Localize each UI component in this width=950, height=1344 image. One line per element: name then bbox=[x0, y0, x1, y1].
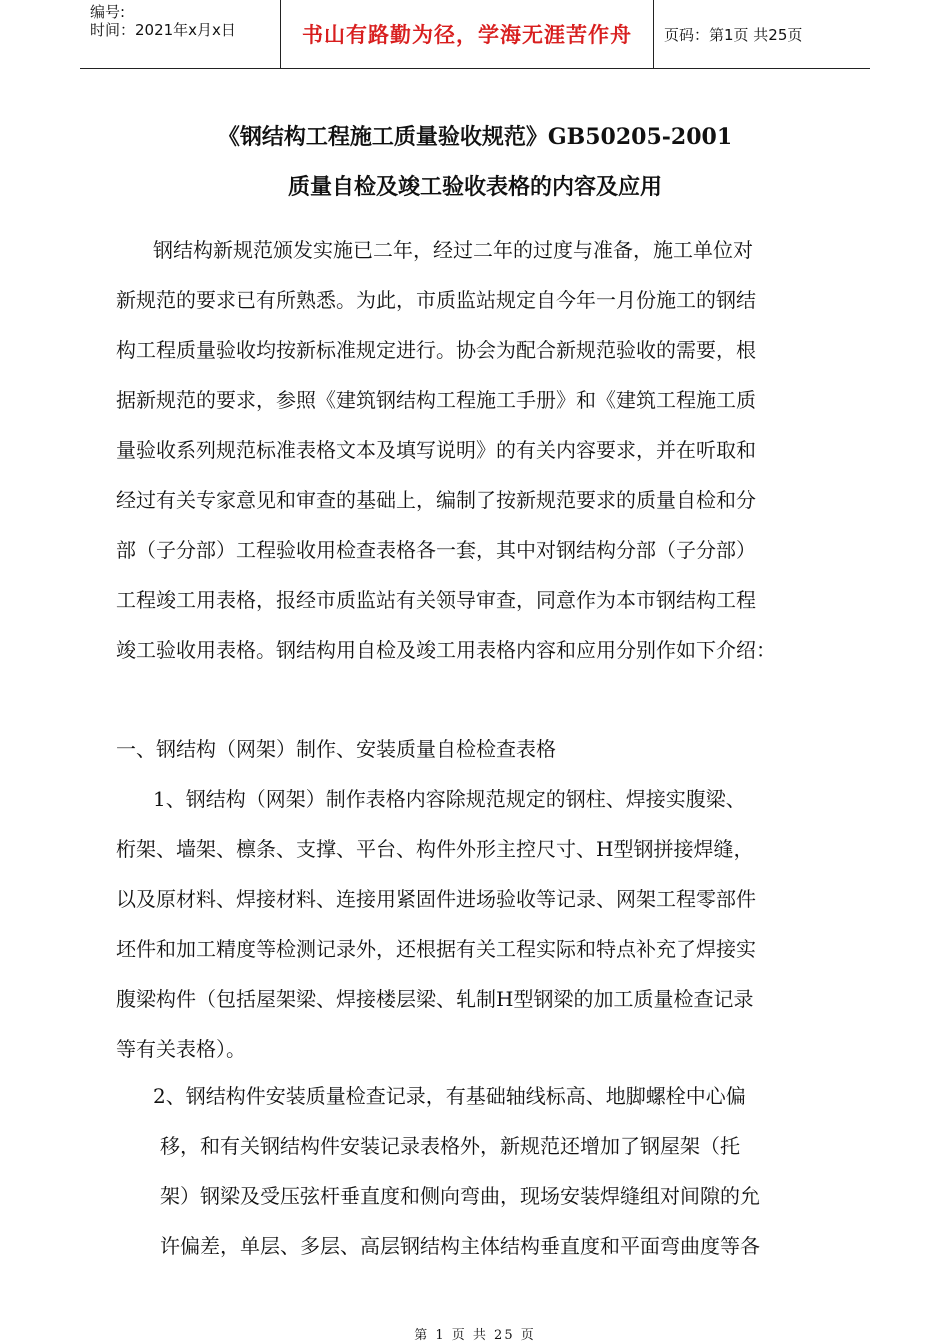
body-line: 2、钢结构件安装质量检查记录，有基础轴线标高、地脚螺栓中心偏 bbox=[153, 1084, 746, 1108]
body-line: 竣工验收用表格。钢结构用自检及竣工用表格内容和应用分别作如下介绍： bbox=[116, 638, 776, 662]
body-line: 构工程质量验收均按新标准规定进行。协会为配合新规范验收的需要，根 bbox=[116, 338, 756, 362]
document-time-label: 时间：2021年x月x日 bbox=[90, 21, 236, 39]
body-line: 工程竣工用表格，报经市质监站有关领导审查，同意作为本市钢结构工程 bbox=[116, 588, 756, 612]
body-line: 坯件和加工精度等检测记录外，还根据有关工程实际和特点补充了焊接实 bbox=[116, 937, 756, 961]
body-line: 钢结构新规范颁发实施已二年，经过二年的过度与准备，施工单位对 bbox=[153, 238, 753, 262]
body-line: 移，和有关钢结构件安装记录表格外，新规范还增加了钢屋架（托 bbox=[160, 1134, 740, 1158]
body-line: 许偏差，单层、多层、高层钢结构主体结构垂直度和平面弯曲度等各 bbox=[160, 1234, 760, 1258]
header-page-info: 页码：第1页 共25页 bbox=[664, 25, 803, 44]
body-line: 以及原材料、焊接材料、连接用紧固件进场验收等记录、网架工程零部件 bbox=[116, 887, 756, 911]
document-title-line-1: 《钢结构工程施工质量验收规范》GB50205-2001 bbox=[217, 124, 733, 150]
body-line: 1、钢结构（网架）制作表格内容除规范规定的钢柱、焊接实腹梁、 bbox=[153, 787, 746, 811]
page-header bbox=[80, 0, 870, 69]
body-line: 据新规范的要求，参照《建筑钢结构工程施工手册》和《建筑工程施工质 bbox=[116, 388, 756, 412]
body-line: 架）钢梁及受压弦杆垂直度和侧向弯曲，现场安装焊缝组对间隙的允 bbox=[160, 1184, 760, 1208]
document-title-line-2: 质量自检及竣工验收表格的内容及应用 bbox=[287, 174, 662, 200]
body-line: 腹梁构件（包括屋架梁、焊接楼层梁、轧制H型钢梁的加工质量检查记录 bbox=[116, 987, 754, 1011]
body-line: 部（子分部）工程验收用检查表格各一套，其中对钢结构分部（子分部） bbox=[116, 538, 756, 562]
header-motto: 书山有路勤为径，学海无涯苦作舟 bbox=[281, 0, 654, 68]
body-line: 桁架、墙架、檩条、支撑、平台、构件外形主控尺寸、H型钢拼接焊缝， bbox=[116, 837, 754, 861]
body-line: 等有关表格）。 bbox=[116, 1037, 246, 1061]
body-line: 新规范的要求已有所熟悉。为此，市质监站规定自今年一月份施工的钢结 bbox=[116, 288, 756, 312]
section-heading: 一、钢结构（网架）制作、安装质量自检检查表格 bbox=[116, 737, 556, 761]
document-number-label: 编号: bbox=[90, 3, 126, 21]
header-meta bbox=[80, 0, 281, 68]
page-footer: 第 1 页 共 25 页 bbox=[414, 1328, 536, 1343]
body-line: 量验收系列规范标准表格文本及填写说明》的有关内容要求，并在听取和 bbox=[116, 438, 756, 462]
body-line: 经过有关专家意见和审查的基础上，编制了按新规范要求的质量自检和分 bbox=[116, 488, 756, 512]
